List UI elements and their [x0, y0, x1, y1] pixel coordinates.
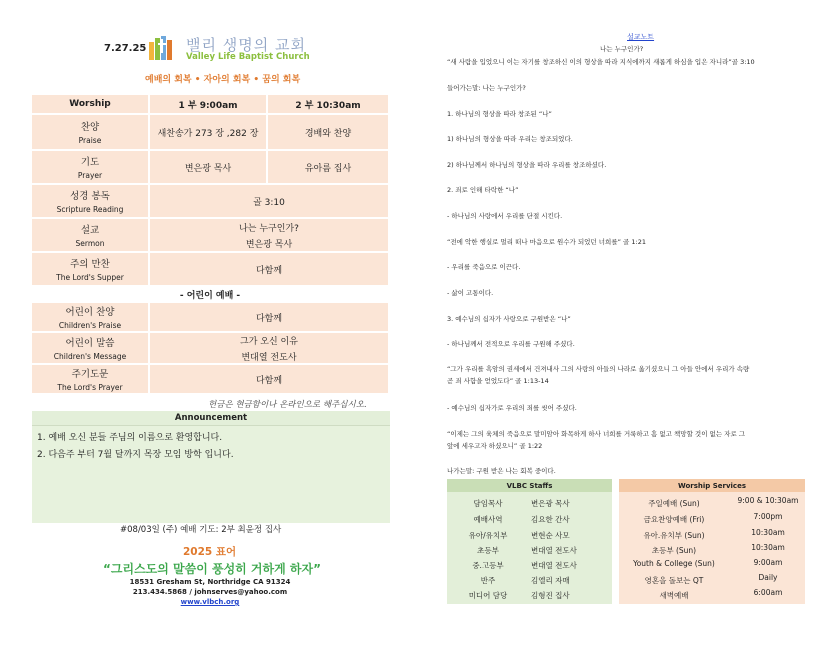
row-value: 다함께: [150, 253, 388, 285]
table-row: [32, 151, 388, 183]
staff-role: 유아/유치부: [468, 531, 508, 540]
service-time: 7:00pm: [753, 512, 783, 521]
row-value: 다함께: [150, 365, 388, 393]
kids-worship-heading-row: [32, 287, 388, 301]
service-time: 9:00 & 10:30am: [737, 496, 799, 505]
announcement-body: [32, 425, 390, 535]
worship-services-box: [619, 479, 805, 604]
staff-name: 변대열 전도사: [531, 561, 577, 570]
church-contact: 213.434.5868 / johnserves@yahoo.com: [132, 588, 288, 596]
sermon-notes-heading: 설교노트: [627, 33, 655, 41]
offering-note: 헌금은 현금함이나 온라인으로 해주십시오.: [208, 400, 367, 410]
table-row: [32, 115, 388, 149]
table-row: [32, 253, 388, 285]
row-label: 성경 봉독 Scripture Reading: [32, 185, 150, 217]
announcement-title: Announcement: [174, 413, 248, 423]
sermon-note-line: 1. 하나님의 형상을 따라 창조된 “나”: [447, 110, 552, 118]
header-second-service: 2 부 10:30am: [268, 95, 388, 113]
staff-role: 중.고등부: [472, 561, 504, 570]
row-value: 다함께: [150, 303, 388, 331]
worship-order-table: [32, 93, 388, 395]
sermon-note-line: “이제는 그의 육체의 죽음으로 말미암아 화목하게 하사 너희를 거룩하고 흠 없고 책망할 것이 없는 자로 그: [447, 430, 746, 438]
service-time: Daily: [758, 573, 778, 582]
announcement-box: [32, 411, 390, 535]
staff-role: 미디어 담당: [468, 591, 508, 600]
church-address: 18531 Gresham St, Northridge CA 91324: [129, 578, 291, 586]
announcement-item: 2. 다음주 부터 7월 달까지 목장 모임 방학 입니다.: [37, 450, 234, 460]
service-name: 주일예배 (Sun): [648, 499, 700, 508]
sermon-note-line: 나가는말: 구원 받은 나는 회복 중이다.: [447, 467, 556, 475]
staff-name: 변대열 전도사: [531, 546, 577, 555]
sermon-note-line: 2. 죄로 인해 타락한 “나”: [447, 186, 519, 194]
staff-role: 초등부: [477, 546, 499, 555]
header-first-service: 1 부 9:00am: [150, 95, 268, 113]
row-label: 주의 만찬 The Lord's Supper: [32, 253, 150, 285]
church-name-korean: 밸리 생명의 교회: [186, 36, 306, 54]
row-label: 어린이 찬양 Children's Praise: [32, 303, 150, 331]
row-value: 골 3:10: [150, 185, 388, 217]
staff-name: 변은광 목사: [531, 499, 570, 508]
staff-name: 김요한 간사: [531, 515, 570, 524]
sermon-note-line: 2) 하나님께서 하나님의 형상을 따라 우리를 창조하셨다.: [447, 161, 607, 169]
table-row: [32, 219, 388, 251]
service-time: 10:30am: [751, 528, 785, 537]
row-value: 새찬송가 273 장 ,282 장: [150, 115, 268, 149]
staff-box: [447, 479, 612, 604]
service-name: 금요찬양예배 (Fri): [643, 515, 705, 524]
prayer-assignment: #08/03일 (주) 예배 기도: 2부 최윤정 집사: [120, 525, 282, 535]
sermon-title: 나는 누구인가?: [600, 45, 644, 53]
staff-role: 예배사역: [473, 515, 503, 524]
services-title: Worship Services: [619, 479, 805, 492]
announcement-item: 1. 예배 오신 분들 주님의 이름으로 환영합니다.: [37, 433, 223, 443]
website-wrapper: [0, 598, 420, 606]
staff-name: 김형진 집사: [531, 591, 570, 600]
year-motto-title: 2025 표어: [183, 546, 237, 558]
sermon-note-line: - 하나님의 사랑에서 우리를 단절 시킨다.: [447, 212, 563, 220]
sermon-note-line: 1) 하나님의 형상을 따라 우리는 창조되었다.: [447, 135, 573, 143]
row-value: 변은광 목사: [150, 151, 268, 183]
sermon-note-line: 3. 예수님의 십자가 사랑으로 구원받은 “나”: [447, 315, 571, 323]
sermon-note-line: 곧 죄 사함을 얻었도다” 골 1:13-14: [447, 377, 549, 385]
row-value: 경배와 찬양: [268, 115, 388, 149]
staff-name: 김엘리 자매: [531, 576, 570, 585]
row-label: 어린이 말씀 Children's Message: [32, 333, 150, 363]
sermon-note-line: “그가 우리를 흑암의 권세에서 건져내사 그의 사랑의 아들의 나라로 옮기셨으니 그 아들 안에서 우리가 속량: [447, 365, 750, 373]
table-row: [32, 333, 388, 363]
service-time: 9:00am: [753, 558, 783, 567]
staff-title: VLBC Staffs: [447, 479, 612, 492]
staff-role: 담임목사: [473, 499, 503, 508]
header-worship: Worship: [32, 95, 150, 113]
service-time: 6:00am: [753, 588, 783, 597]
service-name: 새벽예배: [659, 591, 689, 600]
sermon-note-line: - 예수님의 십자가로 우리의 죄를 씻어 주셨다.: [447, 404, 577, 412]
staff-name: 변현순 사모: [531, 531, 570, 540]
sermon-note-line: “전에 악한 행실로 멀리 떠나 마음으로 원수가 되었던 너희를” 골 1:21: [447, 238, 646, 246]
sermon-note-line: - 삶이 고통이다.: [447, 289, 494, 297]
church-name-english: Valley Life Baptist Church: [186, 52, 310, 62]
bulletin-date: 7.27.25: [104, 43, 147, 54]
sermon-note-line: 들어가는말: 나는 누구인가?: [447, 84, 526, 92]
row-value: 나는 누구인가? 변은광 목사: [150, 219, 388, 251]
year-motto: “그리스도의 말씀이 풍성히 거하게 하자”: [103, 562, 321, 576]
service-name: Youth & College (Sun): [633, 559, 715, 568]
worship-table-header: [32, 95, 388, 113]
church-logo-icon: [149, 36, 179, 62]
sermon-note-line: “새 사람을 입었으니 이는 자기를 창조하신 이의 형상을 따라 지식에까지 새롭게 하심을 입은 자니라”골 3:10: [447, 58, 755, 66]
staff-role: 반주: [480, 576, 496, 585]
table-row: [32, 185, 388, 217]
service-name: 유아.유치부 (Sun): [643, 531, 705, 540]
row-label: 설교 Sermon: [32, 219, 150, 251]
sermon-note-line: 앞에 세우고자 하셨으니” 골 1:22: [447, 442, 543, 450]
church-slogan: 예배의 회복 • 자아의 회복 • 꿈의 회복: [145, 75, 301, 85]
service-name: 영혼을 돌보는 QT: [644, 576, 704, 585]
website-link[interactable]: www.vlbch.org: [180, 598, 240, 606]
table-row: [32, 303, 388, 331]
service-time: 10:30am: [751, 543, 785, 552]
service-name: 초등부 (Sun): [651, 546, 697, 555]
kids-worship-title: - 어린이 예배 -: [32, 287, 388, 301]
sermon-note-line: - 하나님께서 전적으로 우리를 구원해 주셨다.: [447, 340, 575, 348]
row-label: 주기도문 The Lord's Prayer: [32, 365, 150, 393]
row-label: 기도 Prayer: [32, 151, 150, 183]
row-value: 그가 오신 이유 변대열 전도사: [150, 333, 388, 363]
row-value: 유아름 집사: [268, 151, 388, 183]
sermon-note-line: - 우리를 죽음으로 이끈다.: [447, 263, 521, 271]
row-label: 찬양 Praise: [32, 115, 150, 149]
table-row: [32, 365, 388, 393]
